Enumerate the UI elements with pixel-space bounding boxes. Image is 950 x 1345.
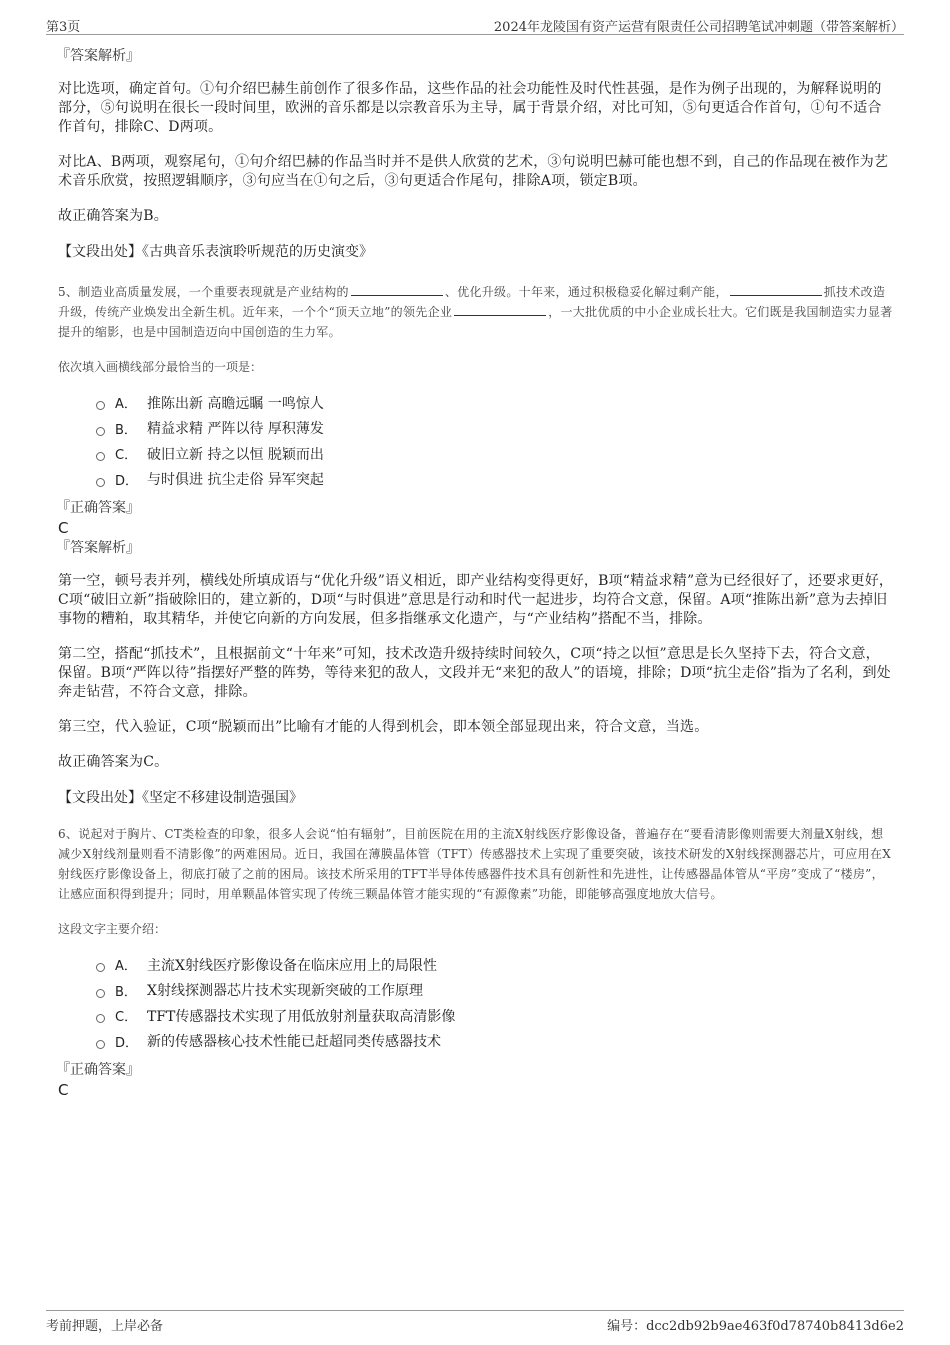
option-letter: D． [115, 1035, 139, 1051]
option-letter: D． [115, 473, 139, 489]
option-text: 精益求精 严阵以待 厚积薄发 [147, 421, 324, 438]
analysis-paragraph: 对比选项，确定首句。①句介绍巴赫生前创作了很多作品，这些作品的社会功能性及时代性甚强，是作为例子出现的，为解释说明的部分，⑤句说明在很长一段时间里，欧洲的音乐都是以宗教音乐为主导，属于背景介绍，对比可知，⑤句更适合作首句，①句不适合作首句，排除C、D两项。 [58, 81, 882, 135]
option-c[interactable] [96, 1003, 894, 1029]
question-prompt: 这段文字主要介绍： [58, 922, 167, 936]
question-6-stem: 6、说起对于胸片、CT类检查的印象，很多人会说“怕有辐射”，目前医院在用的主流X射线医疗影像设备，普遍存在“要看清影像则需要大剂量X射线，想减少X射线剂量则看不清影像”的两难困局。近日，我国在薄膜晶体管（TFT）传感器技术上实现了重要突破，该技术研发的X射线探测器芯片，可应用在X射线医疗影像设备上，彻底打破了之前的困局。该技术所采用的TFT半导体传感器件技术具有创新性和先进性，让传感器晶体管从“平房”变成了“楼房”，让感应面积得到提升；同时，用单颗晶体管实现了传统三颗晶体管才能实现的“有源像素”功能，即能够高强度地放大信号。 [58, 827, 892, 901]
correct-answer-label: 『正确答案』 [56, 1062, 140, 1078]
page-header [46, 14, 904, 35]
radio-button[interactable] [96, 401, 105, 410]
option-text: 与时俱进 抗尘走俗 异军突起 [147, 472, 324, 489]
correct-answer: C [58, 1081, 69, 1099]
option-letter: B． [115, 422, 137, 438]
stem-text: 5、制造业高质量发展，一个重要表现就是产业结构的 [58, 285, 349, 299]
radio-button[interactable] [96, 452, 105, 461]
option-letter: B． [115, 984, 137, 1000]
option-a[interactable] [96, 390, 894, 416]
footer-slogan: 考前押题，上岸必备 [46, 1319, 164, 1334]
option-text: X射线探测器芯片技术实现新突破的工作原理 [147, 983, 423, 1000]
radio-button[interactable] [96, 963, 105, 972]
source-citation: 【文段出处】《古典音乐表演聆听规范的历史演变》 [58, 244, 373, 260]
analysis-paragraph: 第二空，搭配“抓技术”，且根据前文“十年来”可知，技术改造升级持续时间较久，C项“持之以恒”意思是长久坚持下去，符合文意，保留。B项“严阵以待”指摆好严整的阵势，等待来犯的敌人，文段并无“来犯的敌人”的语境，排除；D项“抗尘走俗”指为了名利，到处奔走钻营，不符合文意，排除。 [58, 646, 891, 700]
option-text: 推陈出新 高瞻远瞩 一鸣惊人 [147, 395, 324, 412]
radio-button[interactable] [96, 989, 105, 998]
analysis-label: 『答案解析』 [56, 48, 140, 64]
options-list [96, 390, 894, 492]
question-5-stem [58, 282, 894, 342]
page-content [58, 46, 894, 1100]
option-text: 主流X射线医疗影像设备在临床应用上的局限性 [147, 957, 437, 974]
fill-blank [351, 283, 443, 296]
option-d[interactable] [96, 1029, 894, 1055]
document-title: 2024年龙陵国有资产运营有限责任公司招聘笔试冲刺题（带答案解析） [493, 20, 904, 35]
document-id: 编号：dcc2db92b9ae463f0d78740b8413d6e2 [607, 1319, 904, 1334]
stem-text: 、优化升级。十年来，通过积极稳妥化解过剩产能， [444, 285, 728, 299]
option-letter: A． [115, 959, 137, 975]
source-citation: 【文段出处】《坚定不移建设制造强国》 [58, 790, 303, 806]
option-a[interactable] [96, 952, 894, 978]
fill-blank [454, 303, 546, 316]
stem-text: 抓技术改造升级，传统产业焕发出全新生机。近年来，一个个“顶天立地”的领先企业 [58, 285, 886, 319]
option-b[interactable] [96, 416, 894, 442]
analysis-paragraph: 故正确答案为C。 [58, 754, 169, 770]
option-letter: C． [115, 448, 138, 464]
analysis-paragraph: 第三空，代入验证，C项“脱颖而出”比喻有才能的人得到机会，即本领全部显现出来，符合文意，当选。 [58, 719, 709, 735]
page-footer [46, 1310, 904, 1337]
option-letter: A． [115, 397, 137, 413]
option-text: TFT传感器技术实现了用低放射剂量获取高清影像 [147, 1008, 456, 1025]
analysis-paragraph: 故正确答案为B。 [58, 208, 168, 224]
radio-button[interactable] [96, 1014, 105, 1023]
analysis-paragraph: 对比A、B两项，观察尾句，①句介绍巴赫的作品当时并不是供人欣赏的艺术，③句说明巴赫可能也想不到，自己的作品现在被作为艺术音乐欣赏，按照逻辑顺序，③句应当在①句之后，③句更适合作尾句，排除A项，锁定B项。 [58, 154, 889, 189]
option-d[interactable] [96, 467, 894, 493]
option-text: 新的传感器核心技术性能已赶超同类传感器技术 [147, 1034, 441, 1051]
option-c[interactable] [96, 441, 894, 467]
analysis-paragraph: 第一空，顿号表并列，横线处所填成语与“优化升级”语义相近，即产业结构变得更好，B项“精益求精”意为已经很好了，还要求更好，C项“破旧立新”指破除旧的，建立新的，D项“与时俱进”意思是行动和时代一起进步，均符合文意，保留。A项“推陈出新”意为去掉旧事物的糟粕，取其精华，并使它向新的方向发展，但多指继承文化遗产，与“产业结构”搭配不当，排除。 [58, 573, 894, 627]
options-list [96, 952, 894, 1054]
correct-answer: C [58, 519, 69, 537]
stem-text: ，一大批优质的中小企业成长壮大。它们既是我国制造实力显著提升的缩影，也是中国制造迈向中国创造的生力军。 [58, 305, 893, 339]
option-text: 破旧立新 持之以恒 脱颖而出 [147, 446, 324, 463]
radio-button[interactable] [96, 478, 105, 487]
analysis-label: 『答案解析』 [56, 540, 140, 556]
correct-answer-label: 『正确答案』 [56, 500, 140, 516]
radio-button[interactable] [96, 427, 105, 436]
page-number: 第3页 [46, 20, 81, 35]
option-letter: C． [115, 1010, 138, 1026]
question-prompt: 依次填入画横线部分最恰当的一项是： [58, 360, 263, 374]
fill-blank [730, 283, 822, 296]
option-b[interactable] [96, 978, 894, 1004]
radio-button[interactable] [96, 1040, 105, 1049]
